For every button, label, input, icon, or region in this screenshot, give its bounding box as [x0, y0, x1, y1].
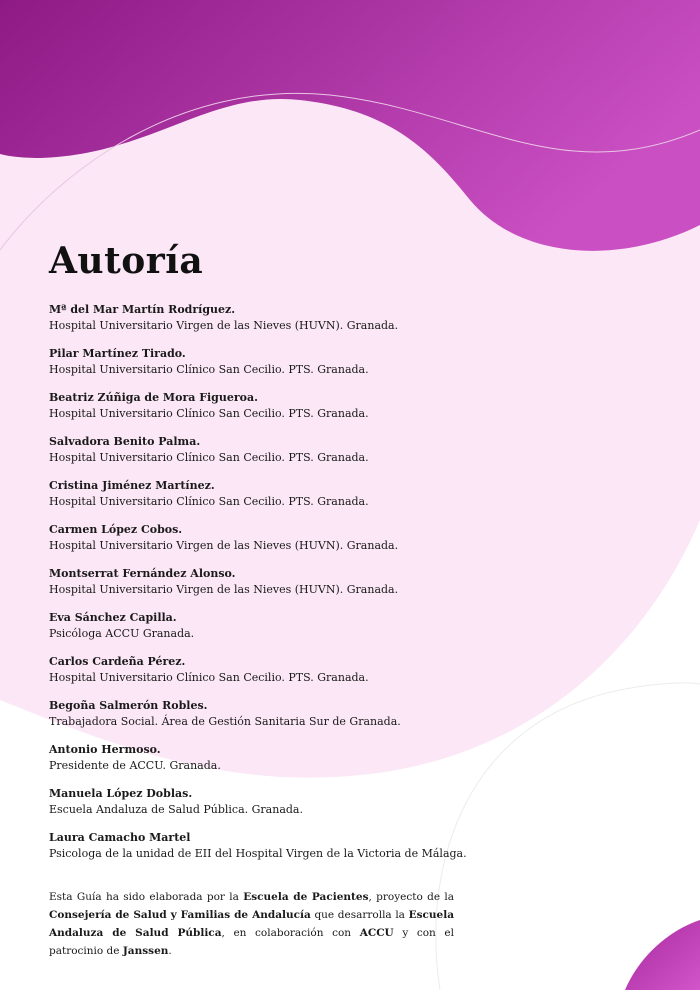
- author-affiliation: Psicologa de la unidad de EII del Hospital Virgen de la Victoria de Málaga.: [49, 847, 467, 860]
- author-entry: [49, 698, 469, 730]
- author-name: Antonio Hermoso.: [49, 743, 161, 756]
- credits-paragraph: [49, 888, 454, 960]
- author-affiliation: Hospital Universitario Virgen de las Nieves (HUVN). Granada.: [49, 319, 399, 332]
- author-name: Mª del Mar Martín Rodríguez.: [49, 303, 236, 316]
- author-name: Begoña Salmerón Robles.: [49, 699, 208, 712]
- author-affiliation: Hospital Universitario Clínico San Cecilio. PTS. Granada.: [49, 407, 369, 420]
- credits-bold-consejeria: Consejería de Salud y Familias de Andalucía: [49, 909, 311, 921]
- author-name: Carmen López Cobos.: [49, 523, 183, 536]
- author-affiliation: Hospital Universitario Clínico San Cecilio. PTS. Granada.: [49, 671, 369, 684]
- author-affiliation: Psicóloga ACCU Granada.: [49, 627, 195, 640]
- credits-text: , proyecto de la: [368, 891, 454, 903]
- authors-list: [49, 302, 469, 862]
- author-entry: [49, 346, 469, 378]
- author-name: Laura Camacho Martel: [49, 831, 191, 844]
- page-title: Autoría: [49, 240, 204, 282]
- author-affiliation: Hospital Universitario Clínico San Cecilio. PTS. Granada.: [49, 363, 369, 376]
- author-name: Salvadora Benito Palma.: [49, 435, 201, 448]
- credits-bold-janssen: Janssen: [122, 945, 169, 957]
- author-entry: [49, 302, 469, 334]
- credits-text: .: [168, 945, 172, 957]
- bottom-right-purple: [625, 920, 700, 990]
- credits-text: y con el patrocinio de: [49, 927, 455, 957]
- author-entry: [49, 742, 469, 774]
- author-entry: [49, 566, 469, 598]
- credits-bold-escuela-pacientes: Escuela de Pacientes: [243, 891, 369, 903]
- credits-bold-easp: Escuela Andaluza de Salud Pública: [49, 909, 455, 939]
- author-name: Montserrat Fernández Alonso.: [49, 567, 236, 580]
- author-entry: [49, 434, 469, 466]
- main-content: [49, 240, 469, 971]
- author-affiliation: Hospital Universitario Virgen de las Nieves (HUVN). Granada.: [49, 539, 399, 552]
- author-name: Cristina Jiménez Martínez.: [49, 479, 215, 492]
- author-affiliation: Hospital Universitario Clínico San Cecilio. PTS. Granada.: [49, 495, 369, 508]
- author-entry: [49, 522, 469, 554]
- credits-text: Esta Guía ha sido elaborada por la: [49, 891, 244, 903]
- author-affiliation: Hospital Universitario Clínico San Cecilio. PTS. Granada.: [49, 451, 369, 464]
- author-name: Beatriz Zúñiga de Mora Figueroa.: [49, 391, 258, 404]
- author-entry: [49, 830, 469, 862]
- author-name: Eva Sánchez Capilla.: [49, 611, 177, 624]
- credits-text: , en colaboración con: [221, 927, 360, 939]
- author-affiliation: Trabajadora Social. Área de Gestión Sanitaria Sur de Granada.: [49, 715, 401, 728]
- author-name: Manuela López Doblas.: [49, 787, 193, 800]
- author-entry: [49, 654, 469, 686]
- author-entry: [49, 390, 469, 422]
- author-name: Carlos Cardeña Pérez.: [49, 655, 186, 668]
- author-entry: [49, 786, 469, 818]
- author-affiliation: Hospital Universitario Virgen de las Nieves (HUVN). Granada.: [49, 583, 399, 596]
- author-affiliation: Escuela Andaluza de Salud Pública. Granada.: [49, 803, 303, 816]
- credits-bold-accu: ACCU: [359, 927, 394, 939]
- author-affiliation: Presidente de ACCU. Granada.: [49, 759, 221, 772]
- author-entry: [49, 610, 469, 642]
- author-name: Pilar Martínez Tirado.: [49, 347, 186, 360]
- credits-text: que desarrolla la: [310, 909, 409, 921]
- author-entry: [49, 478, 469, 510]
